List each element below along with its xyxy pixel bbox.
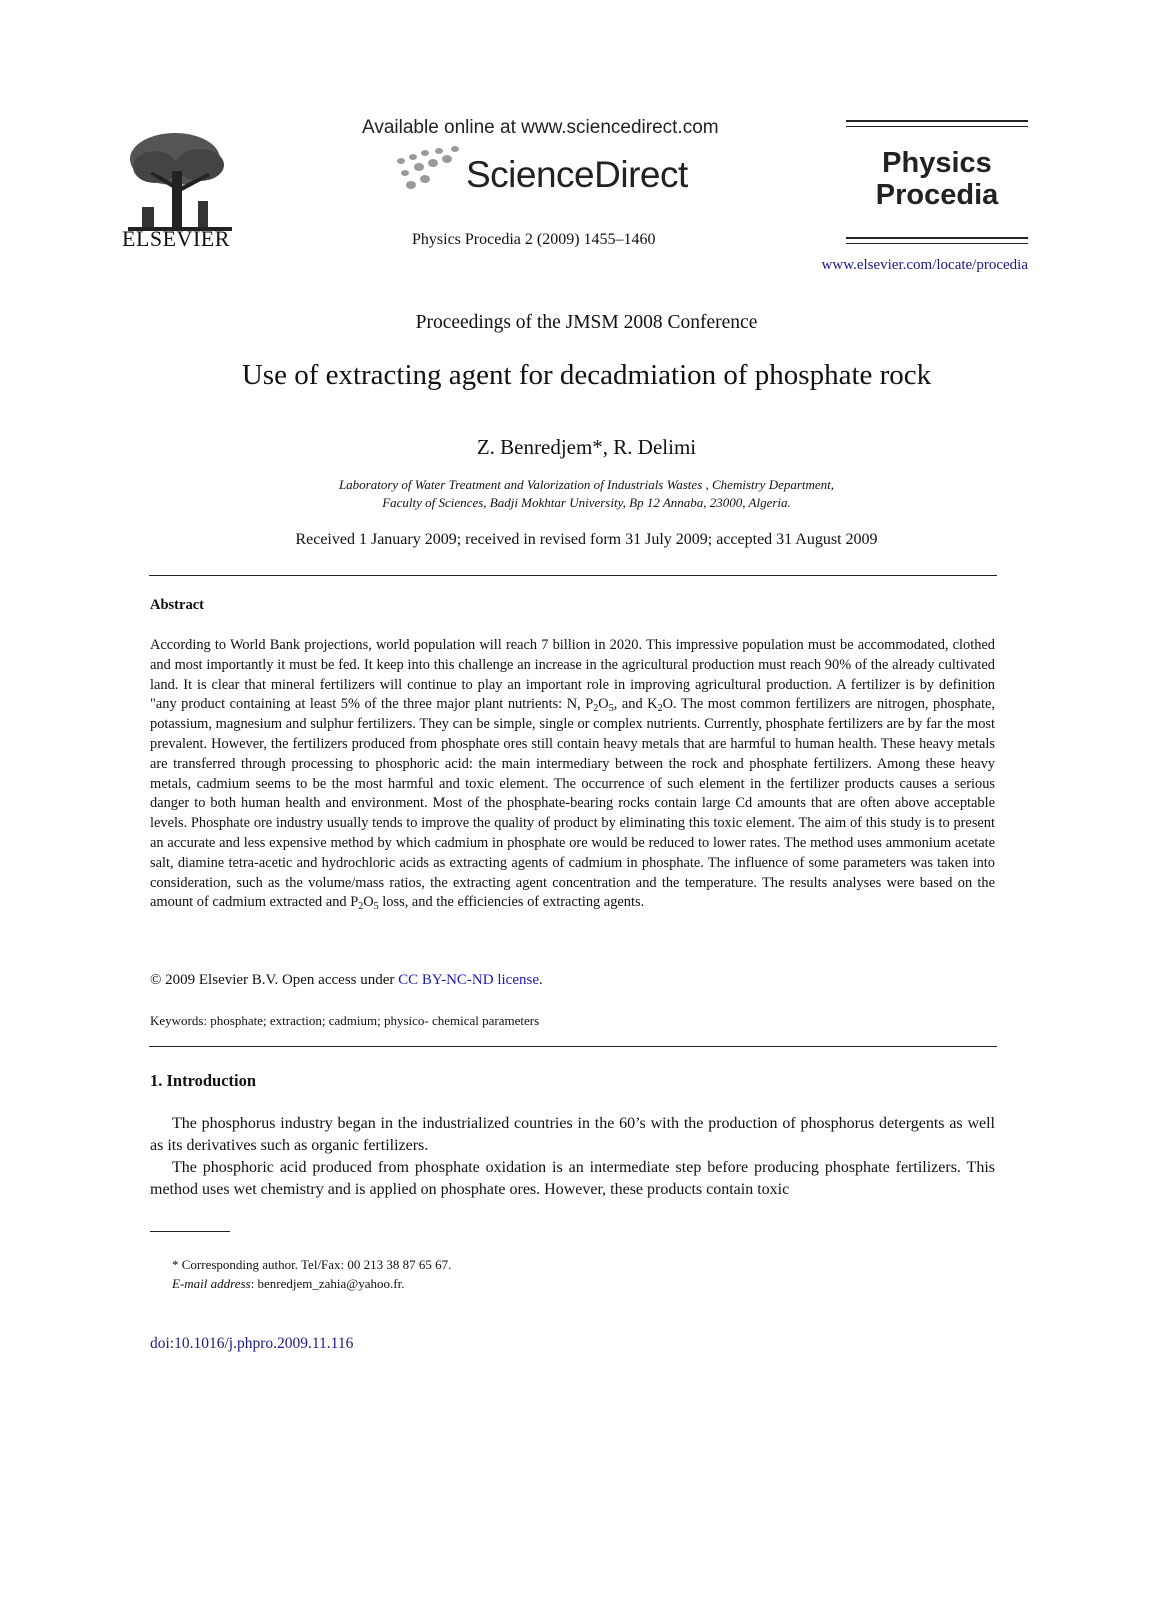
footnote-rule [150, 1231, 230, 1232]
journal-rule [846, 243, 1028, 244]
journal-name-line1: Physics [882, 147, 992, 179]
paragraph: The phosphoric acid produced from phosphate oxidation is an intermediate step before producing phosphate fertilizers. This method uses wet chemistry and is applied on phosphate ores. However, these products contain toxic [150, 1159, 995, 1198]
affiliation-line: Faculty of Sciences, Badji Mokhtar University, Bp 12 Annaba, 23000, Algeria. [382, 495, 791, 510]
journal-name [846, 147, 1028, 211]
sciencedirect-logo-text: ScienceDirect [466, 154, 688, 195]
license-link[interactable]: CC BY-NC-ND license. [398, 972, 543, 988]
available-online-text: Available online at www.sciencedirect.com [362, 117, 719, 138]
keywords: Keywords: phosphate; extraction; cadmium; physico- chemical parameters [150, 1013, 540, 1028]
proceedings-title: Proceedings of the JMSM 2008 Conference [415, 312, 758, 333]
paragraph: The phosphorus industry began in the industrialized countries in the 60’s with the production of phosphorus detergents as well as its derivatives such as organic fertilizers. [150, 1115, 995, 1154]
doi-link[interactable]: doi:10.1016/j.phpro.2009.11.116 [150, 1335, 354, 1352]
journal-name-line2: Procedia [875, 179, 999, 211]
journal-url-link[interactable]: www.elsevier.com/locate/procedia [821, 257, 1028, 273]
footnote-email: E-mail address: benredjem_zahia@yahoo.fr. [172, 1276, 405, 1291]
section-divider [149, 575, 997, 576]
section-heading-introduction: 1. Introduction [150, 1071, 257, 1090]
abstract-heading: Abstract [150, 597, 204, 613]
paper-title: Use of extracting agent for decadmiation of phosphate rock [241, 359, 932, 391]
section-divider [149, 1046, 997, 1047]
publisher-name: ELSEVIER [122, 226, 230, 251]
footnote-corresponding-author: * Corresponding author. Tel/Fax: 00 213 38 87 65 67. [172, 1257, 452, 1272]
journal-rule [846, 237, 1028, 239]
received-dates: Received 1 January 2009; received in revised form 31 July 2009; accepted 31 August 2009 [295, 531, 878, 548]
journal-rule [846, 120, 1028, 122]
authors: Z. Benredjem*, R. Delimi [476, 435, 697, 459]
introduction-body [150, 1113, 995, 1201]
journal-rule [846, 126, 1028, 127]
affiliation-line: Laboratory of Water Treatment and Valorization of Industrials Wastes , Chemistry Department, [338, 477, 835, 492]
copyright-notice: © 2009 Elsevier B.V. Open access under CC BY-NC-ND license. [150, 972, 543, 988]
abstract-text: According to World Bank projections, world population will reach 7 billion in 2020. This impressive population must be accommodated, clothed and most importantly it must be fed. It keep into this challenge an increase in the agricultural production must reach 90% of the already cultivated land. It is clear that mineral fertilizers will continue to play an important role in improving agricultural production. A fertilizer is by definition "any product containing at least 5% of the three major plant nutrients: N, $P_2O_5$, and $K_2O$. The most common fertilizers are nitrogen, phosphate, potassium, magnesium and sulphur fertilizers. They can be simple, single or complex nutrients. Currently, phosphate fertilizers are by far the most prevalent. However, the fertilizers produced from phosphate ores still contain heavy metals that are harmful to human health. These heavy metals are transferred through processing to phosphoric acid: the main intermediary between the rock and phosphate fertilizers. Among these heavy metals, cadmium seems to be the most harmful and toxic element. The occurrence of such element in the fertilizer products causes a serious danger to both human health and environment. Most of the phosphate-bearing rocks contain large Cd amounts that are often above acceptable levels. Phosphate ore industry usually tends to improve the quality of product by eliminating this toxic element. The aim of this study is to present an accurate and less expensive method by which cadmium in phosphate ore would be reduced to lower rates. The method uses ammonium acetate salt, diamine tetra-acetic and hydrochloric acids as extracting agents of cadmium in phosphate. The influence of some parameters was taken into consideration, such as the volume/mass ratios, the extracting agent concentration and the temperature. The results analyses were based on the amount of cadmium extracted and $P_2O_5$ loss, and the efficiencies of extracting agents. [150, 637, 995, 913]
journal-reference: Physics Procedia 2 (2009) 1455–1460 [412, 231, 656, 248]
sciencedirect-dots-icon [395, 145, 475, 193]
